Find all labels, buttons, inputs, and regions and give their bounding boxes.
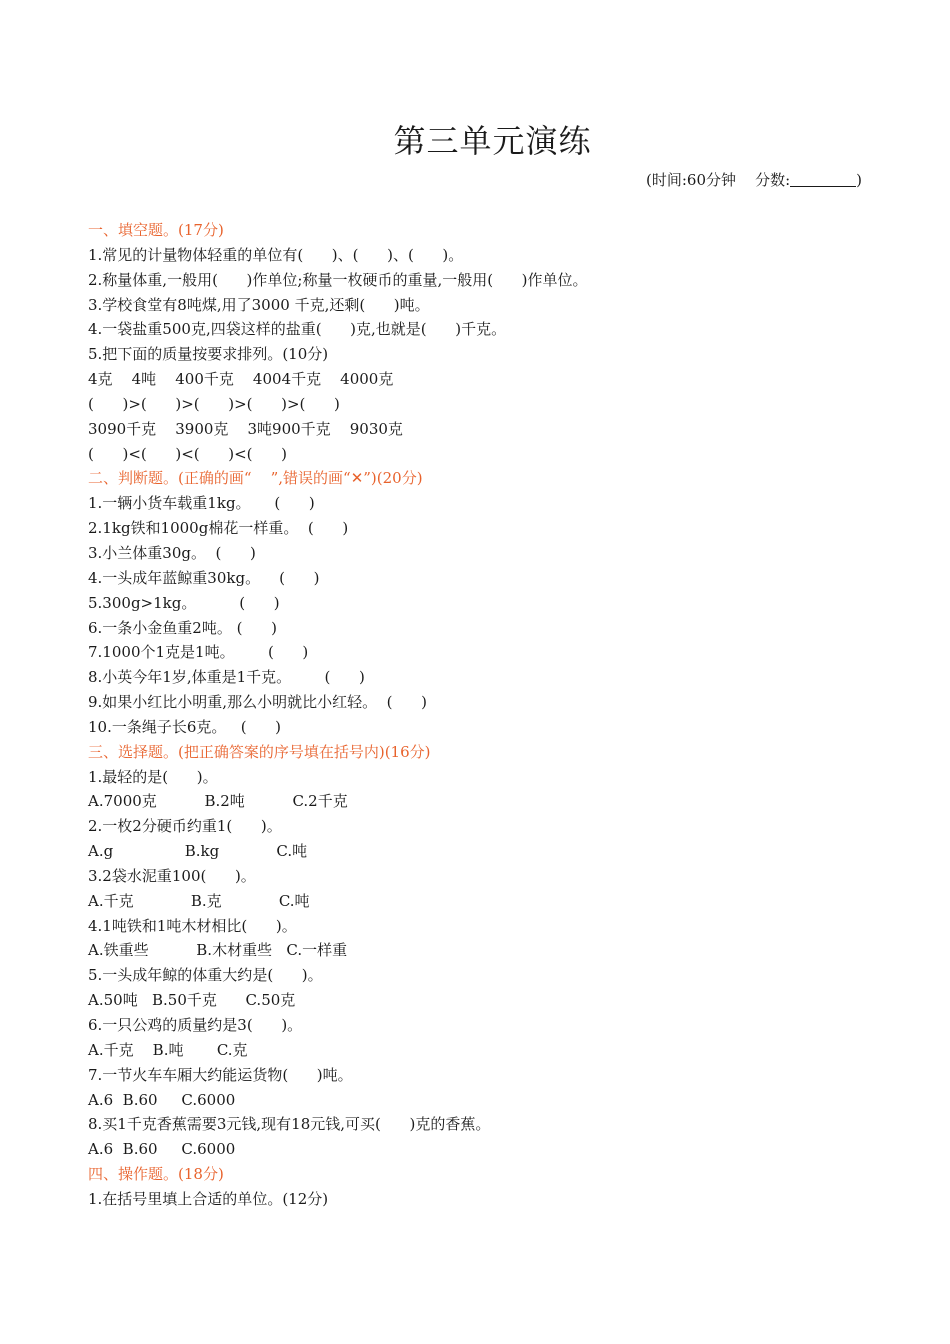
question-line: 1.一辆小货车载重1kg。 ( ) [88,494,315,513]
question-line: 4.一头成年蓝鲸重30kg。 ( ) [88,568,320,587]
question-line: 1.最轻的是( )。 [88,767,218,786]
question-line: A.千克 B.吨 C.克 [88,1040,248,1059]
section-heading: 一、填空题。(17分) [88,221,224,239]
question-line: A.7000克 B.2吨 C.2千克 [88,792,348,811]
question-line: 3.小兰体重30g。 ( ) [88,543,256,562]
time-score-text: (时间:60分钟 分数: [646,171,791,189]
question-line: 2.1kg铁和1000g棉花一样重。 ( ) [88,519,349,538]
question-line: 5.300g>1kg。 ( ) [88,593,280,612]
question-line: 7.1000个1克是1吨。 ( ) [88,643,309,662]
question-line: 5.一头成年鲸的体重大约是( )。 [88,966,323,985]
question-line: A.铁重些 B.木材重些 C.一样重 [88,941,348,960]
question-line: 8.买1千克香蕉需要3元钱,现有18元钱,可买( )克的香蕉。 [88,1115,491,1134]
question-line: 4克 4吨 400千克 4004千克 4000克 [88,370,394,389]
question-line: 10.一条绳子长6克。 ( ) [88,717,282,736]
section-heading: 二、判断题。(正确的画“ ”,错误的画“✕”)(20分) [88,469,423,488]
time-score-line [646,169,862,190]
question-line: 4.1吨铁和1吨木材相比( )。 [88,916,297,935]
question-line: A.6 B.60 C.6000 [88,1140,236,1159]
time-score-close: ) [856,171,862,189]
question-line: 6.一条小金鱼重2吨。 ( ) [88,618,277,637]
score-blank[interactable] [790,171,856,187]
question-line: ( )>( )>( )>( )>( ) [88,394,340,413]
question-line: A.6 B.60 C.6000 [88,1090,236,1109]
question-line: A.50吨 B.50千克 C.50克 [88,991,296,1010]
question-line: 8.小英今年1岁,体重是1千克。 ( ) [88,668,365,687]
question-line: 3.2袋水泥重100( )。 [88,866,256,885]
question-line: 5.把下面的质量按要求排列。(10分) [88,345,329,364]
question-line: ( )<( )<( )<( ) [88,444,287,463]
question-line: 3090千克 3900克 3吨900千克 9030克 [88,419,403,438]
question-line: 6.一只公鸡的质量约是3( )。 [88,1016,303,1034]
question-line: 4.一袋盐重500克,四袋这样的盐重( )克,也就是( )千克。 [88,320,507,339]
question-line: 7.一节火车车厢大约能运货物( )吨。 [88,1065,353,1084]
page-title: 第三单元演练 [393,122,592,160]
section-heading: 三、选择题。(把正确答案的序号填在括号内)(16分) [88,742,431,761]
question-line: 2.一枚2分硬币约重1( )。 [88,817,282,836]
question-line: A.千克 B.克 C.吨 [88,891,310,910]
question-line: A.g B.kg C.吨 [88,842,308,861]
question-line: 1.在括号里填上合适的单位。(12分) [88,1189,329,1208]
question-line: 1.常见的计量物体轻重的单位有( )、( )、( )。 [88,245,464,264]
question-line: 2.称量体重,一般用( )作单位;称量一枚硬币的重量,一般用( )作单位。 [88,270,588,289]
exercise-content [88,218,888,1212]
question-line: 3.学校食堂有8吨煤,用了3000 千克,还剩( )吨。 [88,295,430,314]
section-heading: 四、操作题。(18分) [88,1165,224,1184]
question-line: 9.如果小红比小明重,那么小明就比小红轻。 ( ) [88,693,427,712]
